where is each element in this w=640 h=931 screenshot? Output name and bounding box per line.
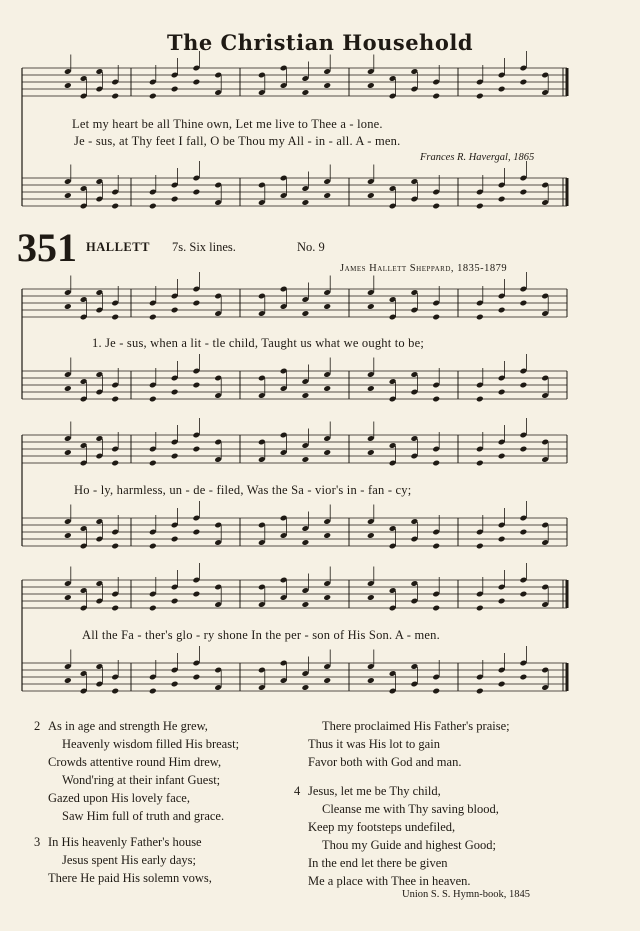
note-head — [192, 674, 200, 681]
note-head — [432, 93, 440, 100]
verse-line: As in age and strength He grew, — [48, 719, 208, 733]
verse-4 — [294, 782, 499, 890]
note-head — [432, 203, 440, 210]
note-head — [519, 446, 527, 453]
note-head — [149, 460, 157, 467]
meter: 7s. Six lines. — [172, 240, 236, 254]
note-head — [519, 529, 527, 536]
note-head — [171, 86, 179, 93]
running-head: The Christian Household — [166, 30, 473, 55]
note-head — [519, 591, 527, 598]
note-head — [498, 86, 506, 93]
previous-hymn-lyric-line-1: Let my heart be all Thine own, Let me live to Thee a - lone. — [72, 117, 383, 131]
verse-line: Keep my footsteps undefiled, — [308, 820, 456, 834]
source-credit: Union S. S. Hymn-book, 1845 — [402, 889, 531, 900]
note-head — [171, 681, 179, 688]
note-head — [323, 594, 331, 601]
note-head — [476, 314, 484, 321]
tune-name: HALLETT — [86, 240, 150, 254]
note-head — [476, 203, 484, 210]
note-head — [476, 396, 484, 403]
note-head — [64, 532, 72, 539]
verse-line: In the end let there be given — [308, 856, 448, 870]
note-head — [192, 591, 200, 598]
tune-reference: No. 9 — [297, 240, 325, 254]
note-head — [498, 196, 506, 203]
note-head — [323, 385, 331, 392]
note-head — [111, 396, 119, 403]
composer — [340, 263, 507, 274]
note-head — [192, 382, 200, 389]
note-head — [171, 307, 179, 314]
note-head — [301, 392, 309, 399]
note-head — [367, 677, 375, 684]
note-head — [301, 539, 309, 546]
note-head — [519, 300, 527, 307]
note-head — [149, 314, 157, 321]
note-head — [432, 396, 440, 403]
verse-line: Me a place with Thee in heaven. — [308, 874, 471, 888]
note-head — [519, 79, 527, 86]
note-head — [476, 605, 484, 612]
note-head — [149, 543, 157, 550]
note-head — [64, 192, 72, 199]
note-head — [111, 203, 119, 210]
note-head — [149, 605, 157, 612]
note-head — [476, 543, 484, 550]
verse-line: In His heavenly Father's house — [48, 835, 202, 849]
verse-number: 4 — [294, 784, 301, 798]
verse-line: Thus it was His lot to gain — [308, 737, 440, 751]
note-head — [301, 310, 309, 317]
note-head — [476, 460, 484, 467]
composer-name: James Hallett Sheppard, 1835-1879 — [340, 263, 508, 274]
note-head — [498, 307, 506, 314]
verse-line: Heavenly wisdom filled His breast; — [62, 737, 240, 751]
note-head — [323, 82, 331, 89]
note-head — [192, 79, 200, 86]
note-head — [432, 314, 440, 321]
system-3-lyric: All the Fa - ther's glo - ry shone In the per - son of His Son. A - men. — [82, 628, 440, 642]
note-head — [519, 189, 527, 196]
note-head — [498, 536, 506, 543]
verse-number: 2 — [34, 719, 41, 733]
note-head — [171, 389, 179, 396]
note-head — [498, 453, 506, 460]
note-head — [432, 543, 440, 550]
note-head — [301, 684, 309, 691]
note-head — [476, 688, 484, 695]
verse-line: Gazed upon His lovely face, — [48, 791, 190, 805]
note-head — [323, 449, 331, 456]
note-head — [301, 456, 309, 463]
verse-line: There proclaimed His Father's praise; — [322, 719, 510, 733]
note-head — [149, 396, 157, 403]
note-head — [519, 674, 527, 681]
note-head — [64, 82, 72, 89]
note-head — [367, 82, 375, 89]
previous-hymn-lyric-line-2: Je - sus, at Thy feet I fall, O be Thou my All - in - all. A - men. — [74, 134, 401, 148]
note-head — [171, 598, 179, 605]
note-head — [498, 389, 506, 396]
note-head — [149, 93, 157, 100]
note-head — [367, 303, 375, 310]
note-head — [111, 605, 119, 612]
note-head — [171, 196, 179, 203]
note-head — [323, 192, 331, 199]
note-head — [323, 303, 331, 310]
hymn-number: 351 — [17, 225, 77, 270]
verse-2 — [34, 717, 240, 825]
note-head — [192, 529, 200, 536]
note-head — [171, 536, 179, 543]
verse-number: 3 — [34, 835, 41, 849]
system-2-lyric: Ho - ly, harmless, un - de - filed, Was the Sa - vior's in - fan - cy; — [74, 483, 412, 497]
note-head — [64, 385, 72, 392]
note-head — [64, 594, 72, 601]
verse-line: Cleanse me with Thy saving blood, — [322, 802, 499, 816]
note-head — [476, 93, 484, 100]
note-head — [111, 543, 119, 550]
note-head — [301, 89, 309, 96]
note-head — [367, 192, 375, 199]
note-head — [192, 189, 200, 196]
note-head — [432, 688, 440, 695]
note-head — [192, 446, 200, 453]
note-head — [64, 677, 72, 684]
note-head — [498, 598, 506, 605]
note-head — [519, 382, 527, 389]
note-head — [367, 594, 375, 601]
note-head — [323, 532, 331, 539]
note-head — [111, 460, 119, 467]
verse-line: Wond'ring at their infant Guest; — [62, 773, 221, 787]
note-head — [367, 532, 375, 539]
note-head — [367, 449, 375, 456]
verse-line: Jesus spent His early days; — [62, 853, 197, 867]
verse-line: Jesus, let me be Thy child, — [308, 784, 441, 798]
note-head — [149, 203, 157, 210]
verse-2-continued — [308, 717, 510, 735]
note-head — [323, 677, 331, 684]
system-1-lyric: 1. Je - sus, when a lit - tle child, Taught us what we ought to be; — [92, 336, 425, 350]
previous-hymn-credit: Frances R. Havergal, 1865 — [420, 152, 535, 163]
note-head — [192, 300, 200, 307]
note-head — [367, 385, 375, 392]
note-head — [432, 605, 440, 612]
note-head — [498, 681, 506, 688]
note-head — [111, 93, 119, 100]
verse-line: Favor both with God and man. — [308, 755, 462, 769]
note-head — [301, 199, 309, 206]
note-head — [432, 460, 440, 467]
verse-3-continued — [308, 735, 461, 771]
verse-line: There He paid His solemn vows, — [48, 871, 212, 885]
note-head — [111, 688, 119, 695]
note-head — [64, 303, 72, 310]
note-head — [111, 314, 119, 321]
verse-line: Crowds attentive round Him drew, — [48, 755, 222, 769]
note-head — [301, 601, 309, 608]
verse-3 — [34, 833, 212, 887]
note-head — [64, 449, 72, 456]
note-head — [171, 453, 179, 460]
note-head — [149, 688, 157, 695]
verse-line: Thou my Guide and highest Good; — [322, 838, 496, 852]
verse-line: Saw Him full of truth and grace. — [62, 809, 225, 823]
